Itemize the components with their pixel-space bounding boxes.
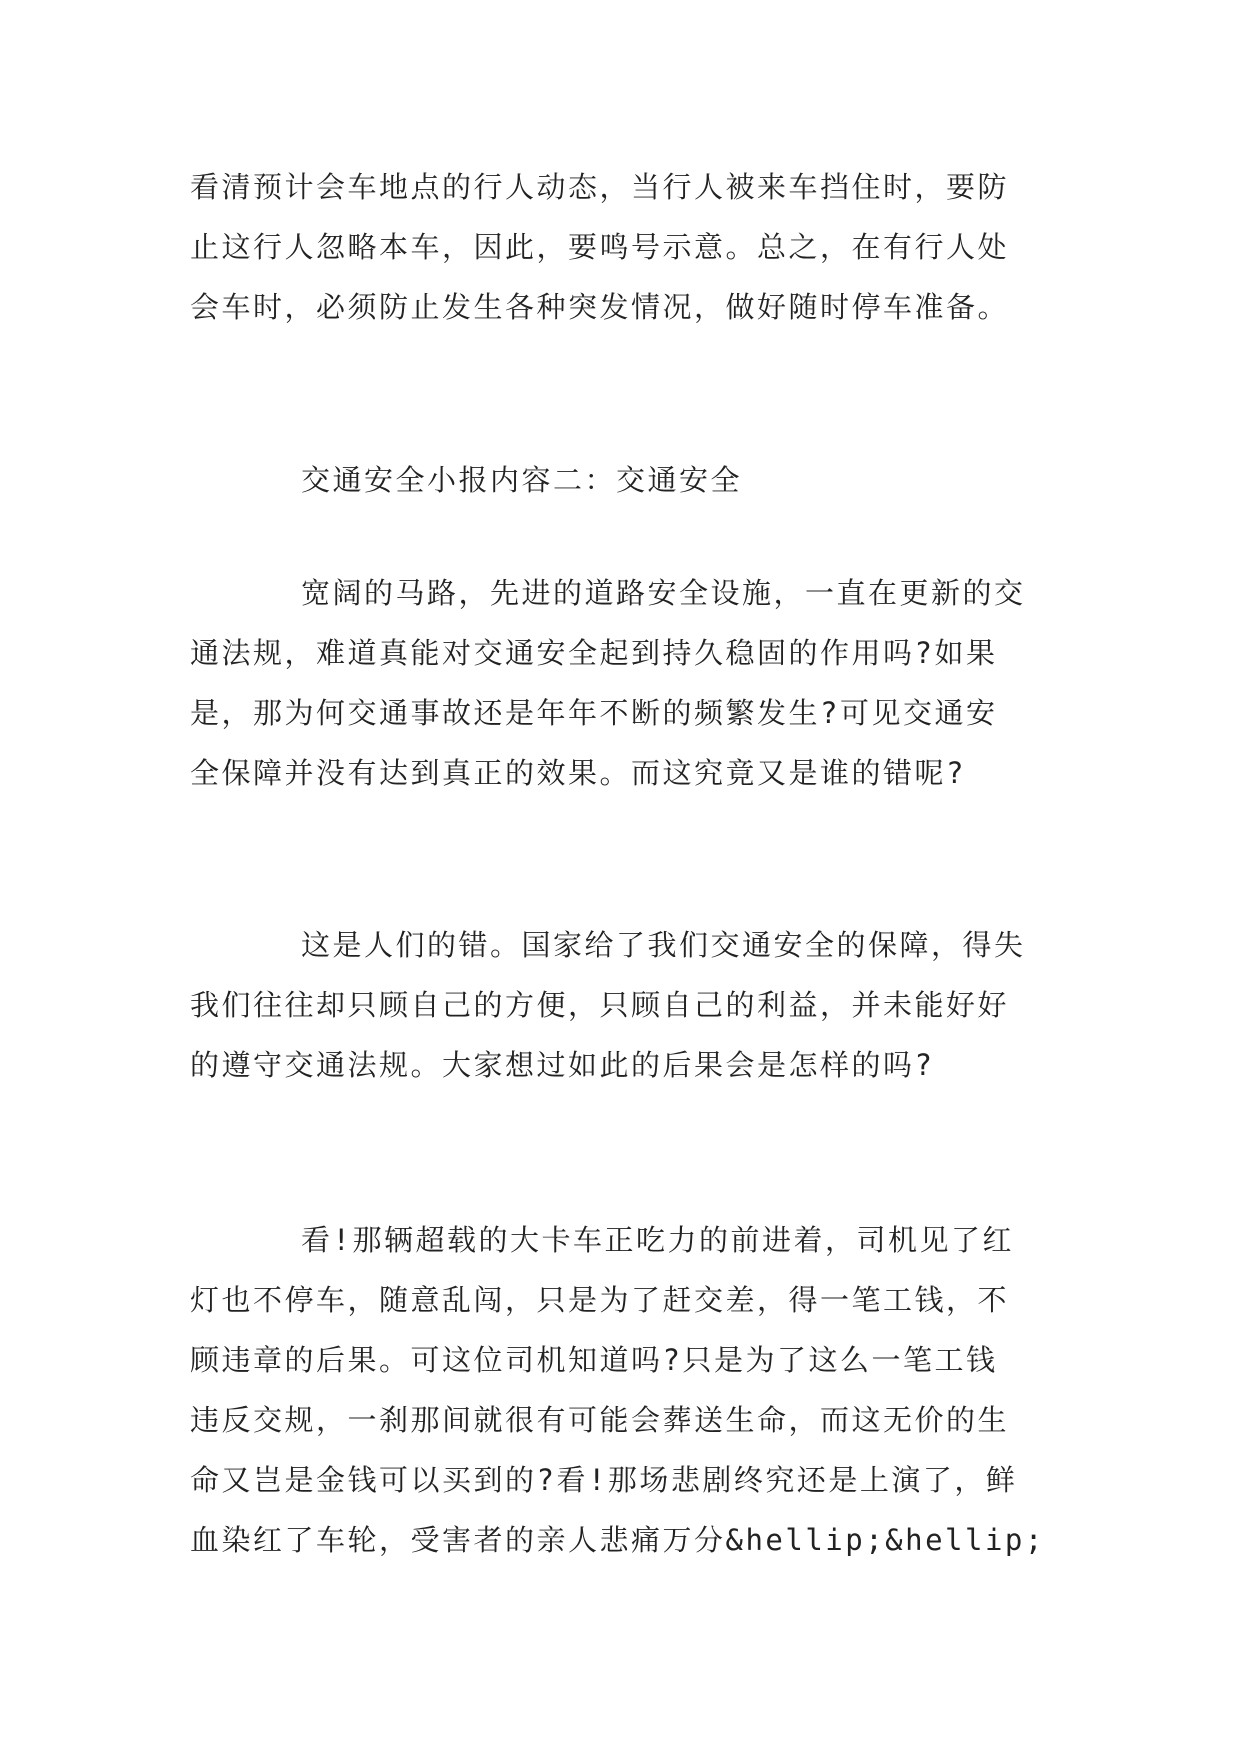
section-heading: 交通安全小报内容二：交通安全: [301, 463, 743, 497]
paragraph-line: 全保障并没有达到真正的效果。而这究竟又是谁的错呢?: [190, 756, 966, 790]
paragraph-line: 命又岂是金钱可以买到的?看!那场悲剧终究还是上演了，鲜: [190, 1463, 1018, 1497]
paragraph-3: [190, 915, 1070, 1095]
paragraph-line: 这是人们的错。国家给了我们交通安全的保障，得失: [301, 928, 1026, 962]
paragraph-line: 违反交规，一刹那间就很有可能会葬送生命，而这无价的生: [190, 1403, 1010, 1437]
paragraph-line: 会车时，必须防止发生各种突发情况，做好随时停车准备。: [190, 290, 1010, 324]
paragraph-1: [190, 157, 1070, 337]
paragraph-line: 我们往往却只顾自己的方便，只顾自己的利益，并未能好好: [190, 988, 1010, 1022]
paragraph-line: 是，那为何交通事故还是年年不断的频繁发生?可见交通安: [190, 696, 998, 730]
paragraph-line: 灯也不停车，随意乱闯，只是为了赶交差，得一笔工钱，不: [190, 1283, 1010, 1317]
paragraph-line: 通法规，难道真能对交通安全起到持久稳固的作用吗?如果: [190, 636, 998, 670]
paragraph-line: 看!那辆超载的大卡车正吃力的前进着，司机见了红: [301, 1223, 1014, 1257]
paragraph-line: 的遵守交通法规。大家想过如此的后果会是怎样的吗?: [190, 1048, 935, 1082]
paragraph-line: 看清预计会车地点的行人动态，当行人被来车挡住时，要防: [190, 170, 1010, 204]
paragraph-line: 宽阔的马路，先进的道路安全设施，一直在更新的交: [301, 576, 1026, 610]
paragraph-line: 血染红了车轮，受害者的亲人悲痛万分&hellip;&hellip;: [190, 1523, 1045, 1557]
paragraph-2: [190, 563, 1070, 803]
paragraph-line: 止这行人忽略本车，因此，要鸣号示意。总之，在有行人处: [190, 230, 1010, 264]
paragraph-4: [190, 1210, 1070, 1570]
section-heading-block: [190, 450, 1070, 510]
paragraph-line: 顾违章的后果。可这位司机知道吗?只是为了这么一笔工钱: [190, 1343, 998, 1377]
